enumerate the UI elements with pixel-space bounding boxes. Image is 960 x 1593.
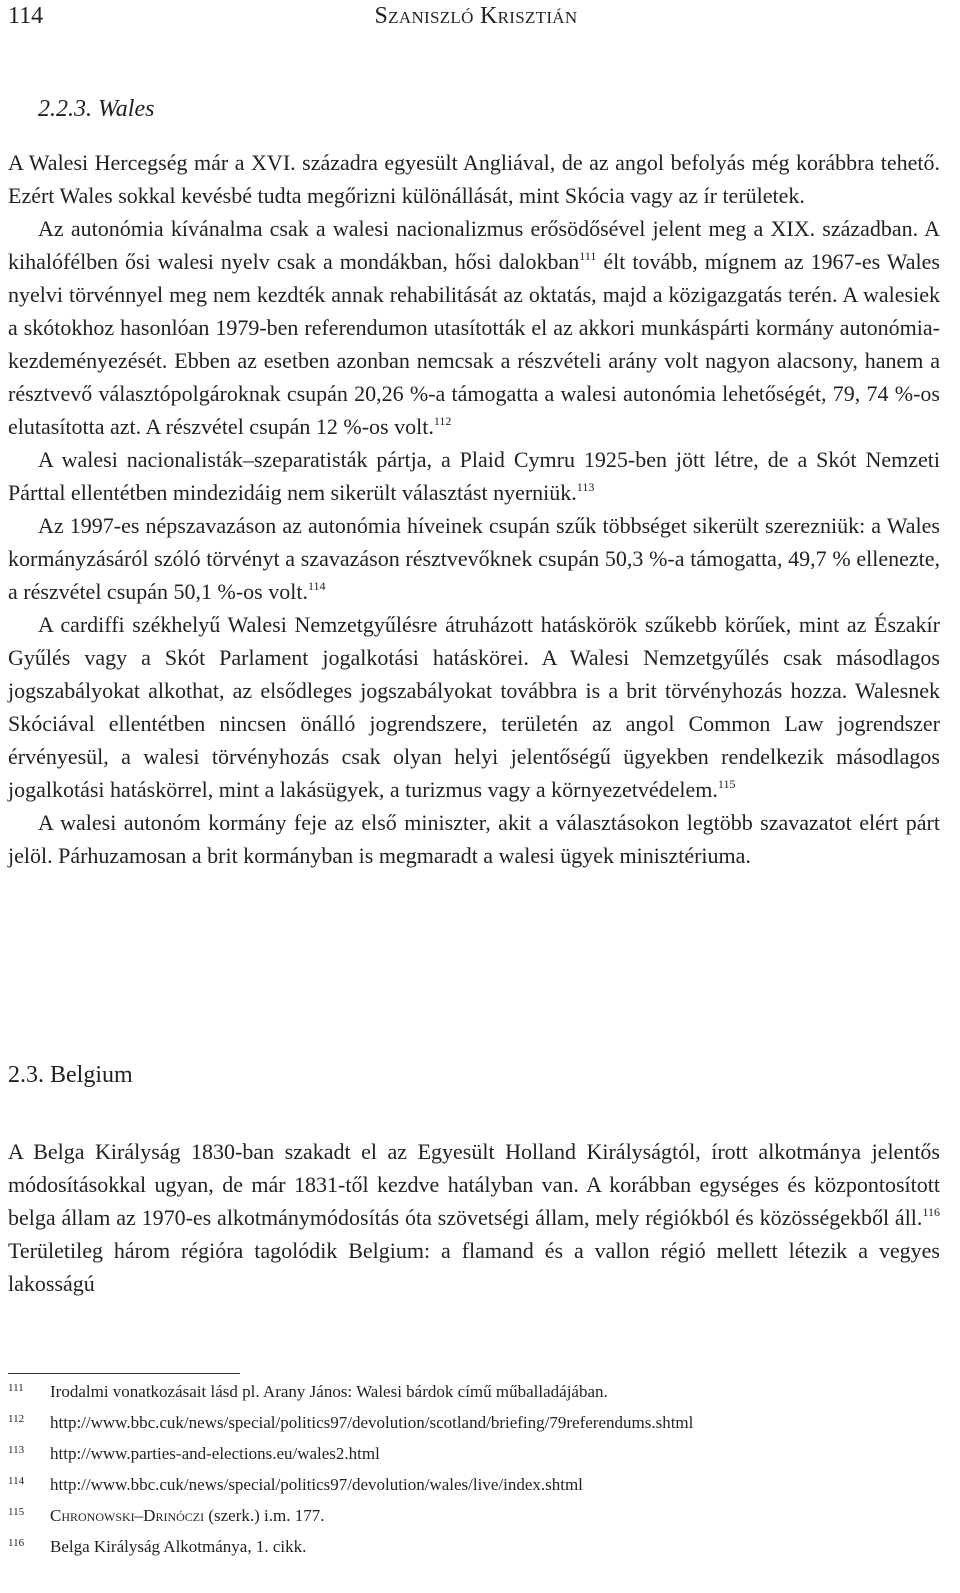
subsection-heading-wales: 2.2.3. Wales — [38, 96, 155, 122]
page-number: 114 — [8, 3, 44, 29]
footnote-number: 112 — [8, 1413, 25, 1425]
footnote-116 — [8, 1535, 944, 1566]
paragraph-text: A Belga Királyság 1830-ban szakadt el az Egyesült Holland Királyságtól, írott alkotmánya jelentős módosításokkal ugyan, de már 1831-től kezdve hatályban van. A korábban egységes és központosított belga állam az 1970-es alkotmánymódosítás óta szövetségi állam, mely régiókból és közösségekből áll. — [8, 1139, 940, 1230]
author-names: Chronowski–Drinóczi — [50, 1506, 205, 1525]
section-heading-belgium: 2.3. Belgium — [8, 1062, 133, 1088]
paragraph-text: A cardiffi székhelyű Walesi Nemzetgyűlésre átruházott hatáskörök szűkebb körűek, mint az Északír Gyűlés vagy a Skót Parlament jogalkotási hatáskörei. A Walesi Nemzetgyűlés csak másodlagos jogszabályokat alkothat, az elsődleges jogszabályokat továbbra is a brit törvényhozás hozza. Walesnek Skóciával ellentétben nincsen önálló jogrendszere, területén az angol Common Law jogrendszer érvényesül, a walesi törvényhozás csak olyan helyi jelentőségű ügyekben rendelkezik másodlagos jogalkotási hatáskörrel, mint a lakásügyek, a turizmus vagy a környezetvédelem. — [8, 612, 940, 802]
footnote-ref-113[interactable]: 113 — [576, 480, 595, 494]
footnote-ref-111[interactable]: 111 — [579, 249, 597, 263]
footnote-text — [50, 1506, 325, 1526]
footnote-ref-115[interactable]: 115 — [717, 777, 736, 791]
footnote-text: Belga Királyság Alkotmánya, 1. cikk. — [50, 1537, 307, 1556]
paragraph-text: A walesi nacionalisták–szeparatisták pártja, a Plaid Cymru 1925-ben jött létre, de a Skót Nemzeti Párttal ellentétben mindezidáig nem sikerült választást nyerniük. — [8, 447, 940, 505]
running-head: Szaniszló Krisztián — [374, 3, 578, 29]
paragraph — [8, 1135, 940, 1300]
footnote-115 — [8, 1504, 944, 1535]
paragraph — [8, 509, 940, 608]
footnote-link[interactable]: http://www.bbc.cuk/news/special/politics97/devolution/scotland/briefing/79referendums.shtml — [50, 1413, 694, 1432]
paragraph: A Walesi Hercegség már a XVI. századra egyesült Angliával, de az angol befolyás még korábbra tehető. Ezért Wales sokkal kevésbé tudta megőrizni különállását, mint Skócia vagy az ír területek. — [8, 150, 940, 208]
paragraph-text: Az autonómia kívánalma csak a walesi nacionalizmus erősödősével jelent meg a XIX. században. A kihalófélben ősi walesi nyelv csak a mondákban, hősi dalokban — [8, 216, 940, 274]
footnote-111 — [8, 1380, 944, 1411]
footnote-ref-116[interactable]: 116 — [922, 1205, 940, 1219]
footnote-number: 111 — [8, 1382, 24, 1394]
footnote-link[interactable]: http://www.parties-and-elections.eu/wales2.html — [50, 1444, 380, 1463]
footnote-number: 113 — [8, 1444, 25, 1456]
footnote-link[interactable]: http://www.bbc.cuk/news/special/politics97/devolution/wales/live/index.shtml — [50, 1475, 583, 1494]
footnote-number: 114 — [8, 1475, 25, 1487]
paragraph — [8, 212, 940, 443]
footnotes — [8, 1380, 944, 1566]
footnote-number: 115 — [8, 1506, 25, 1518]
wales-body — [8, 146, 940, 872]
footnote-112 — [8, 1411, 944, 1442]
footnote-divider — [8, 1373, 240, 1374]
paragraph: A walesi autonóm kormány feje az első miniszter, akit a választásokon legtöbb szavazatot elért párt jelöl. Párhuzamosan a brit kormányban is megmaradt a walesi ügyek minisztériuma. — [8, 810, 940, 868]
paragraph — [8, 608, 940, 806]
footnote-114 — [8, 1473, 944, 1504]
paragraph — [8, 443, 940, 509]
footnote-text: Irodalmi vonatkozásait lásd pl. Arany János: Walesi bárdok című műballadájában. — [50, 1382, 608, 1401]
paragraph-text: Területileg három régióra tagolódik Belgium: a flamand és a vallon régió mellett létezik a vegyes lakosságú — [8, 1238, 940, 1296]
footnote-ref-114[interactable]: 114 — [307, 579, 326, 593]
footnote-113 — [8, 1442, 944, 1473]
paragraph-text: élt tovább, mígnem az 1967-es Wales nyelvi törvénnyel meg nem kezdték annak rehabilitását az oktatás, majd a közigazgatás terén. A walesiek a skótokhoz hasonlóan 1979-ben referendumon utasították el az akkori munkáspárti kormány autonómia-kezdeményezését. Ebben az esetben azonban nemcsak a részvételi arány volt nagyon alacsony, hanem a résztvevő választópolgároknak csupán 20,26 %-a támogatta a walesi autonómia lehetőségét, 79, 74 %-os elutasította azt. A részvétel csupán 12 %-os volt. — [8, 249, 940, 439]
belgium-body — [8, 1135, 940, 1300]
paragraph-text: Az 1997-es népszavazáson az autonómia híveinek csupán szűk többséget sikerült szerezniük: a Wales kormányzásáról szóló törvényt a szavazáson résztvevőknek csupán 50,3 %-a támogatta, 49,7 % ellenezte, a részvétel csupán 50,1 %-os volt. — [8, 513, 940, 604]
page-header — [8, 0, 944, 40]
footnote-number: 116 — [8, 1537, 25, 1549]
citation-rest: (szerk.) i.m. 177. — [204, 1506, 325, 1525]
footnote-ref-112[interactable]: 112 — [433, 414, 452, 428]
